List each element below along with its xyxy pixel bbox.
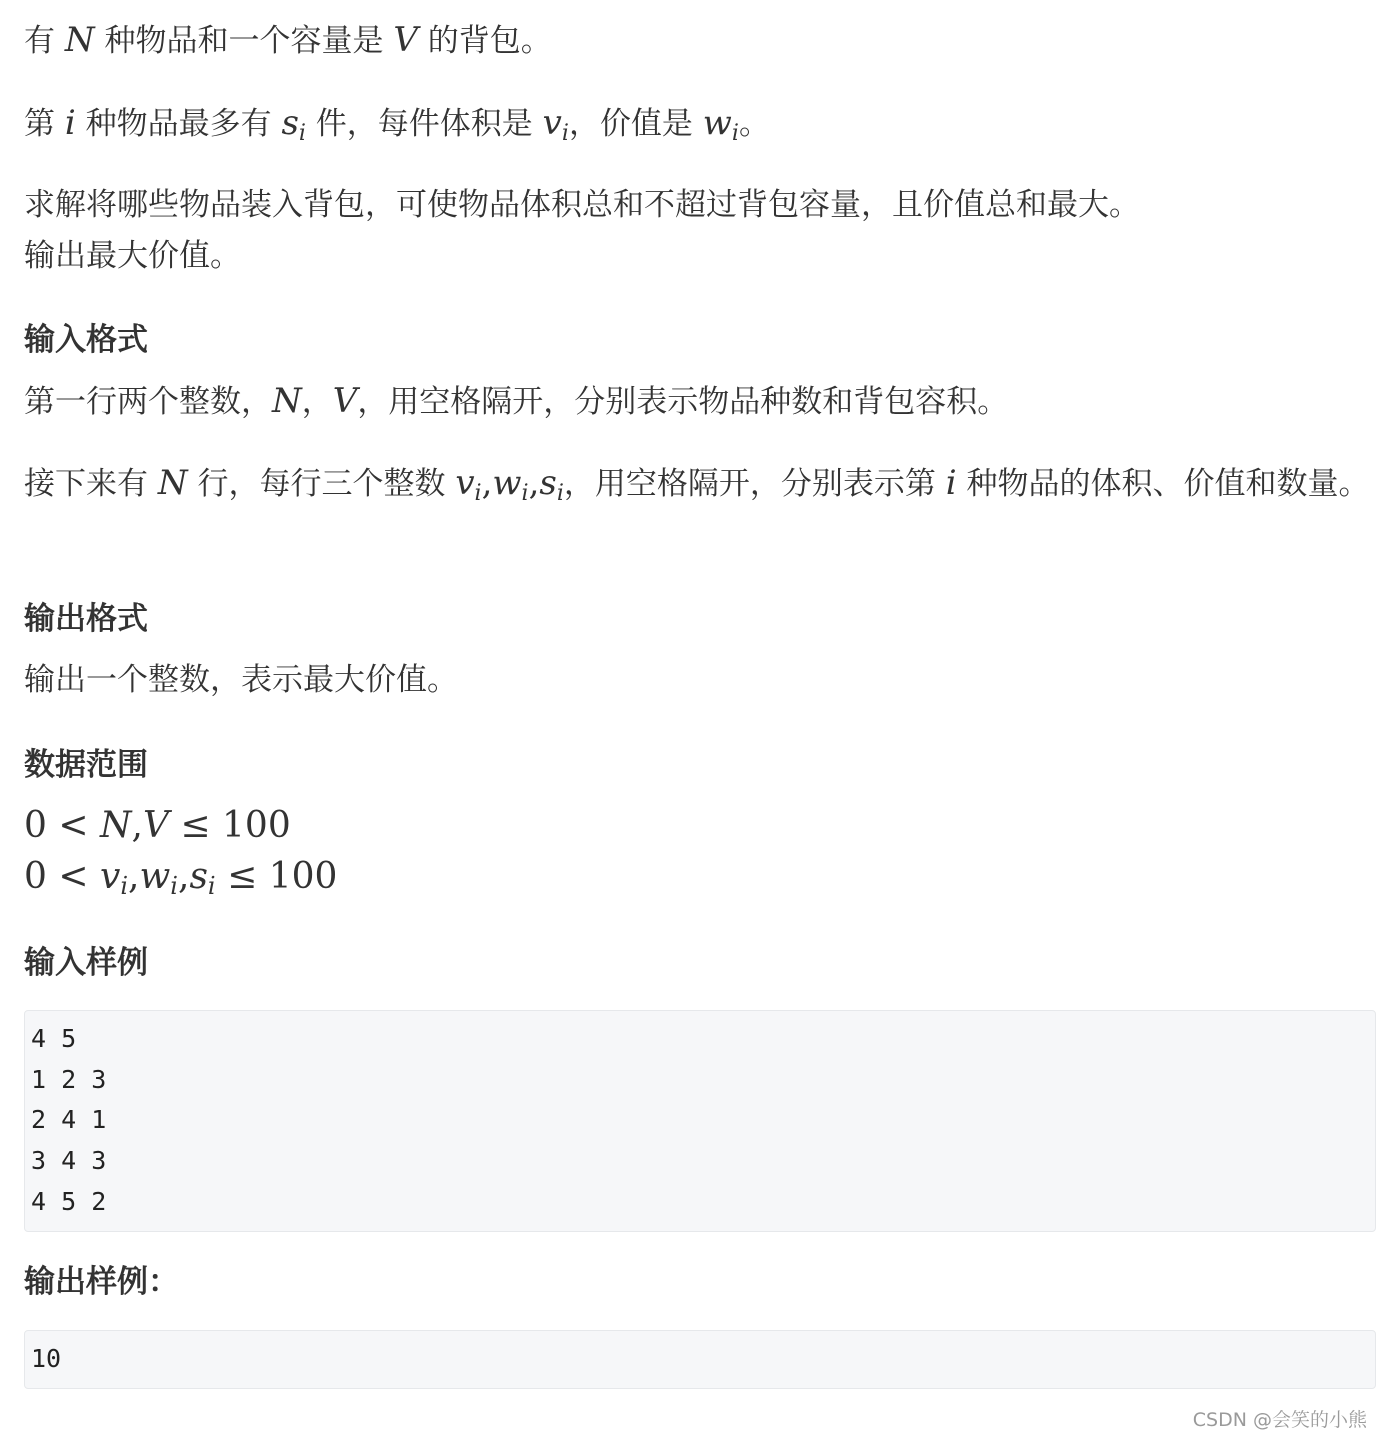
math-sub-i: i: [556, 481, 564, 506]
math-number: 0: [24, 856, 47, 897]
math-comma: ,: [131, 805, 143, 846]
math-w: w: [492, 463, 522, 503]
text: ，用空格隔开，分别表示物品种数和背包容积。: [357, 384, 1009, 420]
code-line: 1 2 3: [31, 1064, 107, 1094]
text: 的背包。: [417, 23, 552, 59]
input-format-line-1: [24, 376, 1008, 428]
math-sub-i: i: [561, 121, 569, 146]
code-line: 4 5: [31, 1024, 77, 1053]
input-format-line-2: [24, 458, 1376, 519]
data-range-heading: 数据范围: [24, 747, 148, 783]
math-comma: ,: [528, 463, 540, 503]
item-description-paragraph: [24, 98, 770, 159]
text: ，用空格隔开，分别表示第: [563, 466, 946, 502]
text: 接下来有: [24, 466, 158, 502]
math-N: N: [157, 463, 188, 503]
math-operator: <: [58, 805, 89, 846]
math-s: s: [539, 463, 557, 503]
task-line: 输出最大价值。: [24, 238, 241, 274]
math-N: N: [272, 381, 302, 421]
math-sub-i: i: [120, 872, 129, 900]
code-line: 10: [31, 1344, 62, 1373]
math-operator: <: [58, 856, 89, 897]
input-format-heading: 输入格式: [24, 322, 148, 358]
math-comma: ,: [177, 856, 190, 897]
math-v: v: [455, 463, 475, 503]
text: 第: [24, 106, 65, 142]
math-v: v: [99, 856, 121, 897]
sample-output-heading: 输出样例：: [24, 1264, 179, 1300]
math-number: 100: [222, 805, 291, 846]
text: ，: [301, 384, 333, 420]
math-sub-i: i: [170, 872, 178, 900]
text: 种物品的体积、价值和数量。: [956, 466, 1370, 502]
math-operator: ≤: [227, 856, 258, 897]
text: 种物品最多有: [75, 106, 282, 142]
sample-output-code-block[interactable]: [24, 1330, 1376, 1389]
math-number: 100: [268, 856, 338, 897]
math-s: s: [281, 103, 299, 143]
text: 种物品和一个容量是: [94, 23, 394, 59]
task-paragraph: [24, 180, 1140, 282]
math-N: N: [64, 20, 95, 60]
math-V: V: [142, 805, 169, 846]
math-w: w: [139, 856, 171, 897]
code-line: 4 5 2: [31, 1186, 107, 1216]
output-format-heading: 输出格式: [24, 601, 148, 637]
math-operator: ≤: [180, 805, 211, 846]
math-s: s: [189, 856, 208, 897]
text: 有: [24, 23, 65, 59]
csdn-watermark: CSDN @会笑的小熊: [1192, 1409, 1367, 1431]
math-comma: ,: [128, 856, 140, 897]
text: 。: [738, 106, 770, 142]
math-i: i: [945, 463, 957, 503]
text: 件，每件体积是: [305, 106, 543, 142]
code-line: 3 4 3: [31, 1146, 107, 1176]
math-number: 0: [24, 805, 47, 846]
math-sub-i: i: [207, 872, 216, 900]
text: 第一行两个整数，: [24, 384, 272, 420]
output-format-text: 输出一个整数，表示最大价值。: [24, 662, 458, 698]
text: 行，每行三个整数: [187, 466, 456, 502]
math-v: v: [542, 103, 562, 143]
math-sub-i: i: [474, 481, 482, 506]
code-line: 2 4 1: [31, 1105, 107, 1135]
data-range-line-2: [24, 851, 337, 912]
intro-paragraph: [24, 15, 552, 67]
math-i: i: [64, 103, 76, 143]
math-sub-i: i: [731, 121, 739, 146]
math-w: w: [702, 103, 732, 143]
math-N: N: [99, 805, 132, 846]
math-sub-i: i: [298, 121, 306, 146]
sample-input-heading: 输入样例: [24, 945, 148, 981]
data-range-line-1: [24, 800, 291, 851]
math-sub-i: i: [521, 481, 529, 506]
math-comma: ,: [481, 463, 493, 503]
task-line: 求解将哪些物品装入背包，可使物品体积总和不超过背包容量，且价值总和最大。: [24, 187, 1140, 223]
math-V: V: [332, 381, 358, 421]
sample-input-code-block[interactable]: [24, 1010, 1376, 1232]
text: ，价值是: [568, 106, 703, 142]
math-V: V: [393, 20, 418, 60]
